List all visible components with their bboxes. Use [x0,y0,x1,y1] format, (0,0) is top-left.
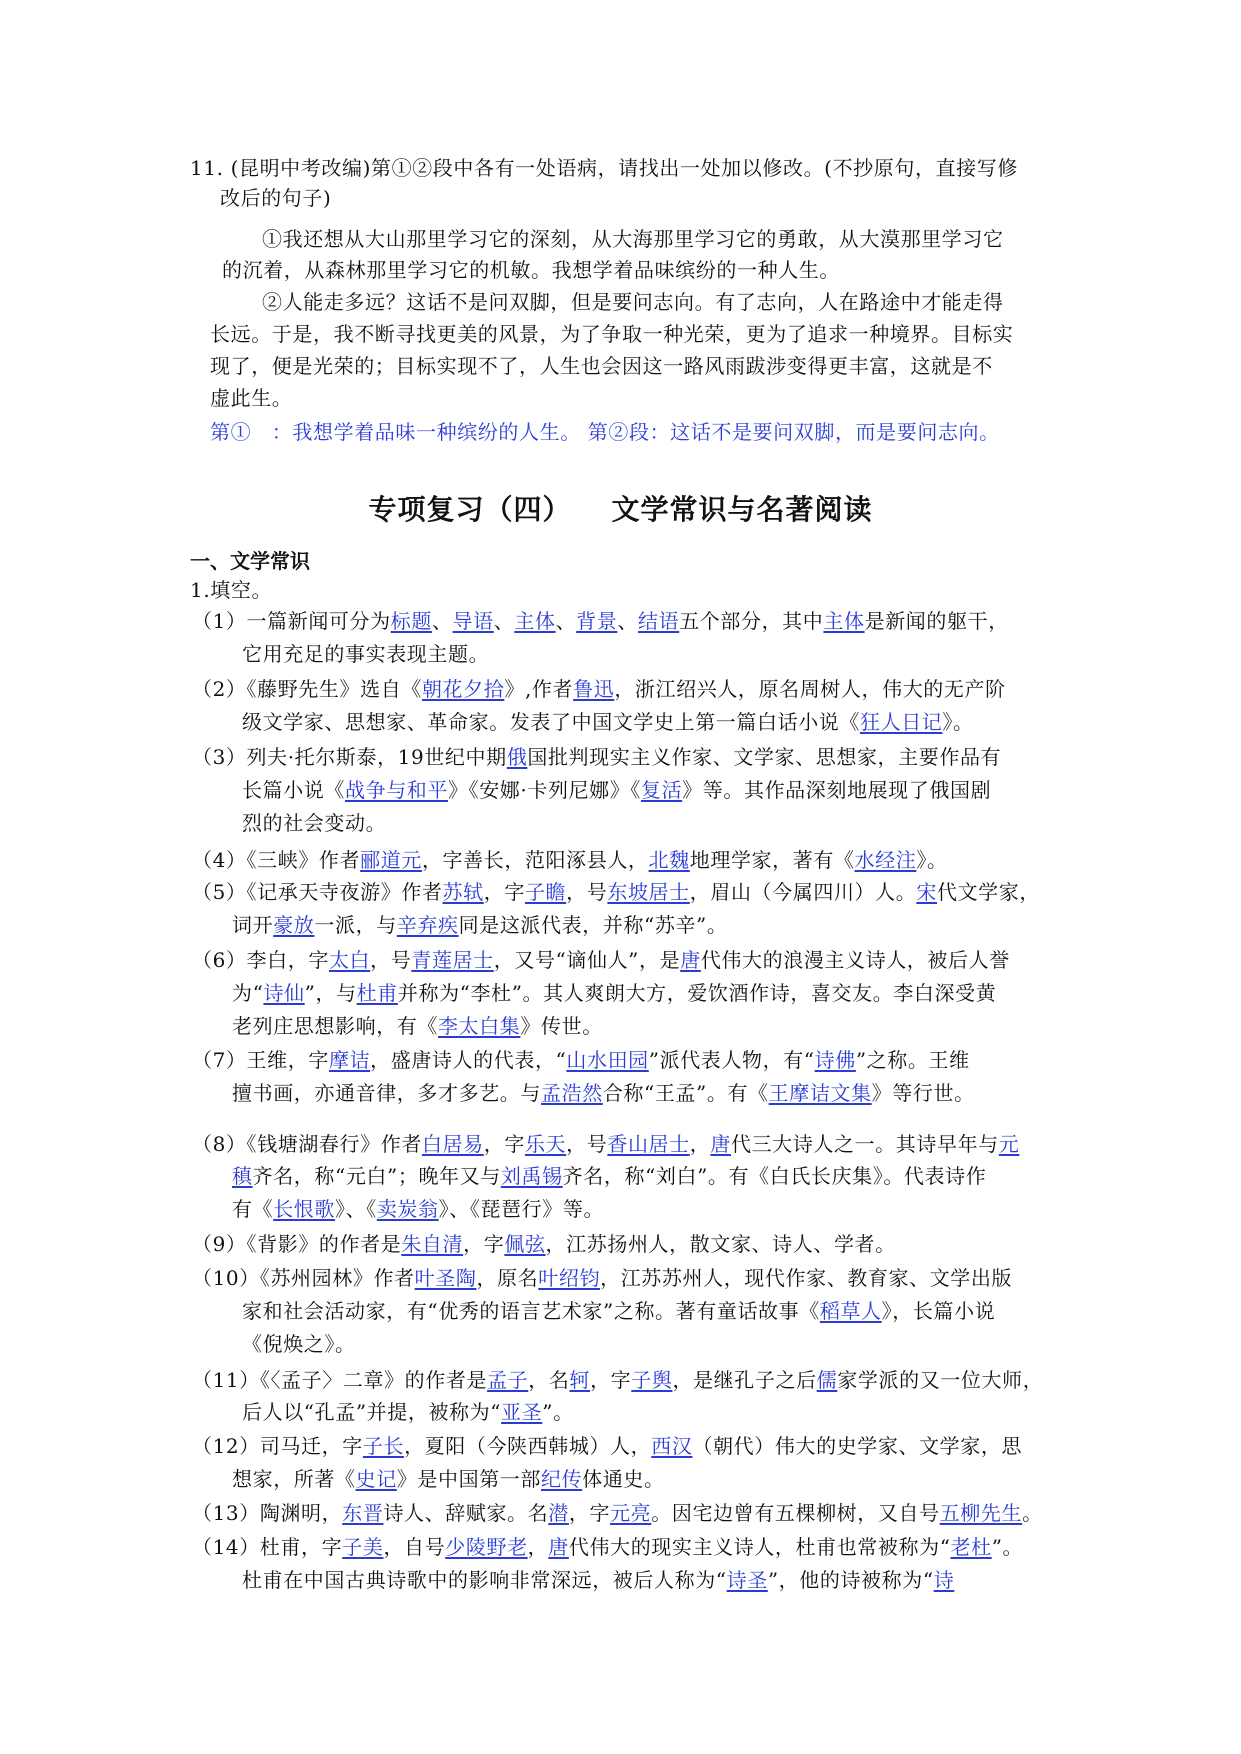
static-text: 烈的社会变动。 [242,811,387,835]
filled-blank: 元 [998,1132,1020,1156]
static-text: 、 [431,609,453,633]
fill-line [242,776,991,804]
filled-blank: 稹 [232,1164,253,1188]
fill-line [232,1465,665,1493]
filled-blank: 宋 [916,880,937,904]
fill-line [232,911,727,939]
filled-blank: 亚圣 [501,1400,543,1424]
static-text: 同是这派代表，并称“苏辛”。 [458,913,728,937]
filled-blank: 背景 [576,609,618,633]
filled-blank: 唐 [548,1535,569,1559]
fill-line [192,1499,1043,1527]
static-text: 家和社会活动家，有“优秀的语言艺术家”之称。著有童话故事《 [242,1299,820,1323]
filled-blank: 诗仙 [263,981,305,1005]
filled-blank: 太白 [328,948,371,972]
static-text: 代伟大的浪漫主义诗人，被后人誉 [700,948,1010,972]
static-text: （6）李白，字 [192,948,329,972]
fill-line [192,1264,1012,1292]
filled-blank: 李太白集 [438,1014,521,1038]
filled-blank: 唐 [680,948,701,972]
static-text: ，江苏扬州人，散文家、诗人、学者。 [545,1232,896,1256]
static-text: 它用充足的事实表现主题。 [242,642,490,666]
filled-blank: 水经注 [854,848,917,872]
static-text: 》传世。 [520,1014,603,1038]
static-text: 级文学家、思想家、革命家。发表了中国文学史上第一篇白话小说《 [242,710,860,734]
static-text: 、 [555,609,577,633]
static-text: 。因宅边曾有五棵柳树，又自号 [651,1501,940,1525]
filled-blank: 纪传 [541,1467,583,1491]
filled-blank: 诗圣 [726,1568,768,1592]
filled-blank: 主体 [823,609,865,633]
static-text: （2）《藤野先生》选自《 [192,677,422,701]
filled-blank: 主体 [514,609,556,633]
filled-blank: 子美 [342,1535,384,1559]
fill-line [192,743,1001,771]
static-text: ，名 [528,1368,570,1392]
filled-blank: 辛弃疾 [396,913,459,937]
section-title [0,488,1241,528]
static-text: ”之称。王维 [855,1048,970,1072]
fill-line [242,809,386,837]
question-11-line1: 11. (昆明中考改编)第①②段中各有一处语病，请找出一处加以修改。(不抄原句，直接写修 [190,156,1018,180]
filled-blank: 孟浩然 [541,1081,603,1105]
static-text: ”。 [542,1400,574,1424]
filled-blank: 狂人日记 [860,710,943,734]
static-text: ，号 [370,948,412,972]
question-11-line2: 改后的句子) [220,186,332,210]
static-text: 为“ [232,981,264,1005]
static-text: ，字 [568,1501,611,1525]
static-text: 》《安娜·卡列尼娜》《 [448,778,641,802]
filled-blank: 诗佛 [814,1048,856,1072]
filled-blank: 战争与和平 [345,778,448,802]
static-text: （4）《三峡》作者 [192,848,361,872]
filled-blank: 摩诘 [328,1048,371,1072]
fill-line [232,1012,603,1040]
static-text: 、 [617,609,638,633]
static-text: 擅书画，亦通音律，多才多艺。与 [232,1081,541,1105]
static-text: ”，与 [304,981,357,1005]
static-text: （3）列夫·托尔斯泰，19世纪中期 [192,745,507,769]
static-text: ，夏阳（今陕西韩城）人， [404,1434,652,1458]
static-text: 》、《 [335,1197,377,1221]
fill-line [232,979,996,1007]
static-text: 诗人、辞赋家。名 [383,1501,549,1525]
static-text: （5）《记承天寺夜游》作者 [192,880,443,904]
static-text: 》是中国第一部 [396,1467,542,1491]
filled-blank: 长恨歌 [273,1197,336,1221]
static-text: 》等。其作品深刻地展现了俄国剧 [682,778,992,802]
filled-blank: 唐 [710,1132,731,1156]
filled-blank: 俄 [506,745,528,769]
filled-blank: 轲 [569,1368,591,1392]
filled-blank: 山水田园 [566,1048,649,1072]
static-text: ， [527,1535,549,1559]
static-text: ，江苏苏州人，现代作家、教育家、文学出版 [600,1266,1013,1290]
filled-blank: 佩弦 [504,1232,546,1256]
static-text: 代三大诗人之一。其诗早年与 [730,1132,999,1156]
static-text: 》,作者 [504,677,574,701]
static-text: （8）《钱塘湖春行》作者 [192,1132,422,1156]
fill-line [242,708,974,736]
fill-line [242,1566,954,1594]
static-text: 一派，与 [314,913,397,937]
filled-blank: 导语 [452,609,494,633]
fill-line [242,1330,356,1358]
static-text: （12）司马迁，字 [192,1434,363,1458]
filled-blank: 史记 [355,1467,397,1491]
fill-line [192,1366,1043,1394]
static-text: （7）王维，字 [192,1048,329,1072]
static-text: 词开 [232,913,274,937]
static-text: ，自号 [383,1535,446,1559]
static-text: ，原名 [476,1266,539,1290]
filled-blank: 香山居士 [607,1132,690,1156]
fill-line [192,1533,1023,1561]
static-text: 。 [1022,1501,1043,1525]
static-text: 地理学家，著有《 [689,848,855,872]
static-text: ，又号“谪仙人”，是 [493,948,681,972]
static-text: 五个部分，其中 [679,609,824,633]
filled-blank: 朱自清 [401,1232,464,1256]
fill-line [232,1162,986,1190]
fill-line [242,1297,995,1325]
fill-line [242,1398,574,1426]
static-text: ，字 [463,1232,505,1256]
static-text: ”，他的诗被称为“ [767,1568,934,1592]
static-text: ，号 [566,880,608,904]
static-text: 》。 [942,710,974,734]
filled-blank: 杜甫 [356,981,398,1005]
static-text: 国批判现实主义作家、文学家、思想家，主要作品有 [527,745,1002,769]
static-text: 》、《琵琶行》等。 [438,1197,605,1221]
static-text: （1）一篇新闻可分为 [192,609,391,633]
filled-blank: 东晋 [342,1501,384,1525]
filled-blank: 子舆 [631,1368,673,1392]
static-text: ”。 [991,1535,1024,1559]
static-text: 》，长篇小说 [881,1299,996,1323]
filled-blank: 老杜 [950,1535,992,1559]
filled-blank: 稻草人 [819,1299,882,1323]
filled-blank: 诗 [933,1568,955,1592]
title-right: 文学常识与名著阅读 [611,493,873,526]
fill-line [192,1130,1019,1158]
static-text: ，字善长，范阳涿县人， [421,848,649,872]
static-text: 想家，所著《 [232,1467,356,1491]
filled-blank: 王摩诘文集 [768,1081,872,1105]
passage-2-line3: 现了，便是光荣的；目标实现不了，人生也会因这一路风雨跋涉变得更丰富，这就是不 [210,354,993,378]
filled-blank: 卖炭翁 [376,1197,439,1221]
fill-line [192,607,1009,635]
static-text: （9）《背影》的作者是 [192,1232,402,1256]
filled-blank: 刘禹锡 [500,1164,563,1188]
static-text: 有《 [232,1197,274,1221]
passage-1-line2: 的沉着，从森林那里学习它的机敏。我想学着品味缤纷的一种人生。 [222,258,840,282]
filled-blank: 苏轼 [442,880,484,904]
filled-blank: 子长 [362,1434,405,1458]
static-text: 后人以“孔孟”并提，被称为“ [242,1400,502,1424]
filled-blank: 复活 [640,778,683,802]
filled-blank: 朝花夕拾 [421,677,505,701]
fill-line [192,846,948,874]
filled-blank: 鲁迅 [573,677,615,701]
static-text: 》等行世。 [871,1081,975,1105]
static-text: 、 [493,609,515,633]
filled-blank: 东坡居士 [607,880,690,904]
filled-blank: 元亮 [610,1501,652,1525]
static-text: 齐名，称“刘白”。有《白氏长庆集》。代表诗作 [562,1164,987,1188]
static-text: （10）《苏州园林》作者 [192,1266,415,1290]
static-text: （13）陶渊明， [192,1501,343,1525]
static-text: （11）《〈孟子〉二章》的作者是 [192,1368,488,1392]
filled-blank: 叶绍钧 [538,1266,601,1290]
filled-blank: 子瞻 [524,880,567,904]
static-text: ，盛唐诗人的代表，“ [370,1048,567,1072]
fill-line [192,1230,896,1258]
filled-blank: 白居易 [421,1132,484,1156]
passage-2-line1: ②人能走多远？这话不是问双脚，但是要问志向。有了志向，人在路途中才能走得 [262,290,1004,314]
filled-blank: 西汉 [651,1434,693,1458]
static-text: 并称为“李杜”。其人爽朗大方，爱饮酒作诗，喜交友。李白深受黄 [397,981,997,1005]
title-left: 专项复习（四） [368,493,572,526]
answer-line: 第① ：我想学着品味一种缤纷的人生。 第②段：这话不是要问双脚，而是要问志向。 [210,420,1000,444]
filled-blank: 郦道元 [360,848,422,872]
fill-line [232,1195,604,1223]
passage-2-line2: 长远。于是，我不断寻找更美的风景，为了争取一种光荣，更为了追求一种境界。目标实 [210,322,1014,346]
static-text: 是新闻的躯干， [864,609,1009,633]
fill-line [192,675,1006,703]
filled-blank: 结语 [637,609,680,633]
filled-blank: 五柳先生 [939,1501,1023,1525]
static-text: （朝代）伟大的史学家、文学家，思 [692,1434,1023,1458]
passage-2-line4: 虚此生。 [210,386,293,410]
fill-line [192,878,1040,906]
static-text: 》。 [916,848,948,872]
static-text: ，字 [483,1132,525,1156]
item-heading: 1.填空。 [190,578,273,602]
static-text: ”派代表人物，有“ [648,1048,815,1072]
fill-line [192,1432,1022,1460]
filled-blank: 潜 [548,1501,569,1525]
static-text: ，字 [590,1368,632,1392]
static-text: 代文学家， [936,880,1040,904]
fill-line [192,946,1010,974]
filled-blank: 青莲居士 [411,948,494,972]
static-text: 家学派的又一位大师， [837,1368,1044,1392]
static-text: 代伟大的现实主义诗人，杜甫也常被称为“ [568,1535,951,1559]
fill-line [192,1046,970,1074]
filled-blank: 少陵野老 [445,1535,528,1559]
fill-line [242,640,489,668]
static-text: ，眉山（今属四川）人。 [689,880,917,904]
static-text: ，浙江绍兴人，原名周树人，伟大的无产阶 [614,677,1006,701]
static-text: 杜甫在中国古典诗歌中的影响非常深远，被后人称为“ [242,1568,727,1592]
static-text: ， [689,1132,711,1156]
filled-blank: 儒 [816,1368,838,1392]
passage-1-line1: ①我还想从大山那里学习它的深刻，从大海那里学习它的勇敢，从大漠那里学习它 [262,227,1004,251]
filled-blank: 北魏 [648,848,690,872]
filled-blank: 孟子 [487,1368,529,1392]
filled-blank: 豪放 [273,913,315,937]
static-text: 齐名，称“元白”；晚年又与 [252,1164,501,1188]
static-text: 合称“王孟”。有《 [602,1081,769,1105]
static-text: 体通史。 [582,1467,665,1491]
static-text: 老列庄思想影响，有《 [232,1014,438,1038]
static-text: ，号 [566,1132,608,1156]
static-text: ，是继孔子之后 [672,1368,817,1392]
fill-line [232,1079,975,1107]
static-text: 《倪焕之》。 [242,1332,356,1356]
section-heading: 一、文学常识 [190,549,310,573]
filled-blank: 叶圣陶 [414,1266,477,1290]
static-text: 长篇小说《 [242,778,345,802]
filled-blank: 乐天 [524,1132,567,1156]
static-text: ，字 [483,880,525,904]
filled-blank: 标题 [390,609,432,633]
static-text: （14）杜甫，字 [192,1535,343,1559]
